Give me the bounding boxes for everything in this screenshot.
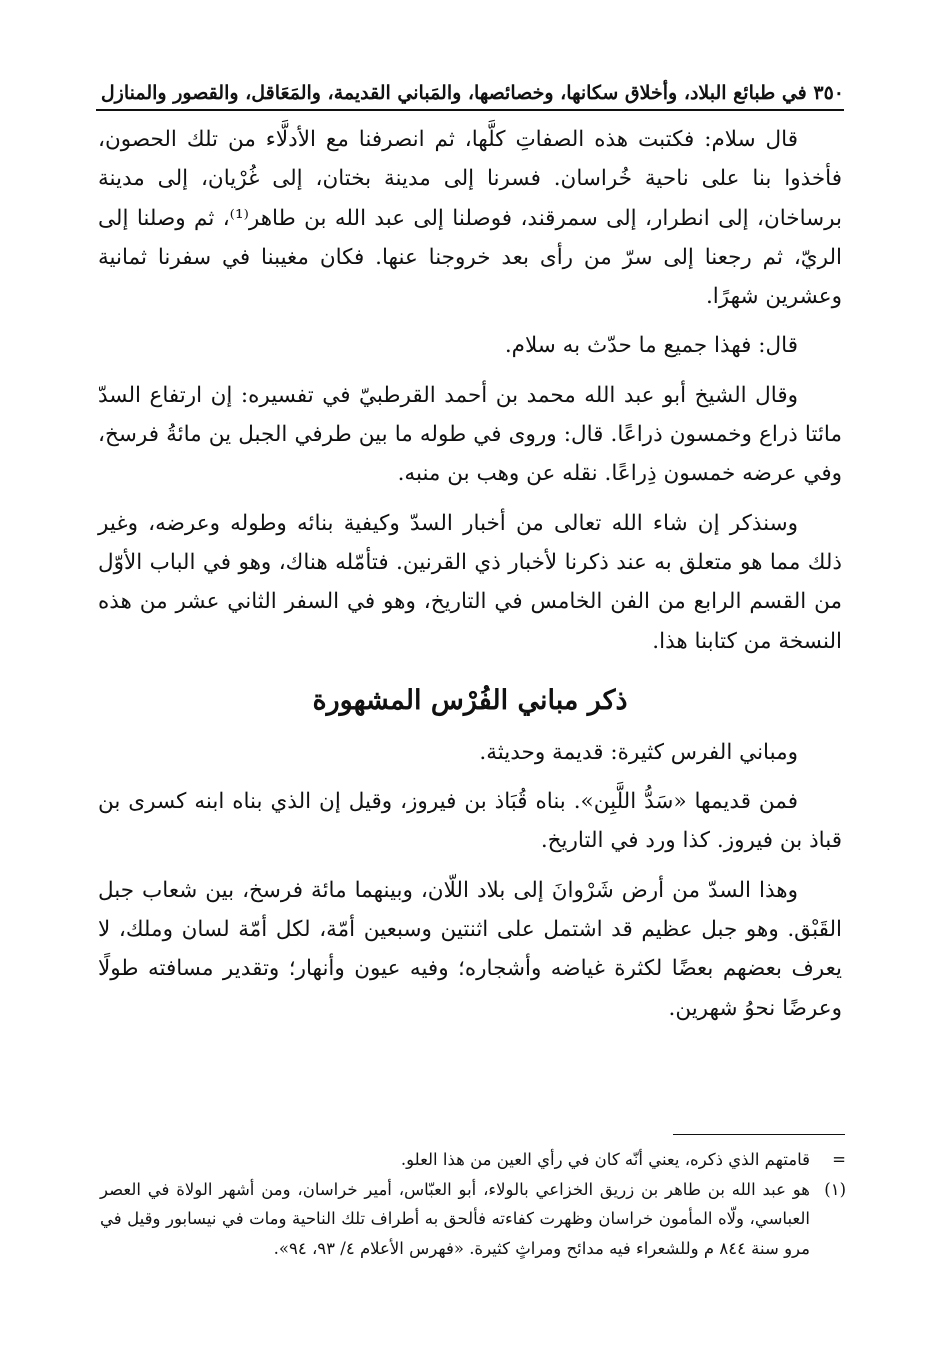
paragraph: وهذا السدّ من أرض شَرْوانَ إلى بلاد اللّان، وبينهما مائة فرسخ، بين شعاب جبل القَبْق. وهو جبل عظيم قد اشتمل على اثنتين وسبعين أمّة، لكل أمّة لسان وملك، لا يعرف بعضهم بعضًا لكثرة غياضه وأشجاره؛ وفيه عيون وأنهار؛ وتقدير مسافته طولًا وعرضًا نحوُ شهرين.: [98, 877, 842, 1021]
running-header: [96, 62, 844, 108]
footnote-divider: [673, 1134, 845, 1135]
footnote-text: هو عبد الله بن طاهر بن زريق الخزاعي بالولاء، أبو العبّاس، أمير خراسان، ومن أشهر الولاة في العصر العباسي، ولّاه المأمون خراسان وظهرت كفاءته فألحق به أطراف تلك الناحية ومات في نيسابور وقيل في مرو سنة ٨٤٤ م وللشعراء فيه مدائح ومراثٍ كثيرة. «فهرس الأعلام ٤/ ٩٣، ٩٤».: [100, 1179, 810, 1258]
paragraph: وسنذكر إن شاء الله تعالى من أخبار السدّ وكيفية بنائه وطوله وعرضه، وغير ذلك مما هو متعلق به عند ذكرنا لأخبار ذي القرنين. فتأمّله هناك، وهو في الباب الأوّل من القسم الرابع من الفن الخامس في التاريخ، وهو في السفر الثاني عشر من هذه النسخة من كتابنا هذا.: [98, 510, 842, 654]
running-header-title: ٣٥٠ في طبائع البلاد، وأخلاق سكانها، وخصائصها، والمَباني القديمة، والمَعَاقل، والقصور والمنازل: [100, 82, 844, 104]
paragraph: فمن قديمها «سَدُّ اللَّبِن». بناه قُبَاذ بن فيروز، وقيل إن الذي بناه ابنه كسرى بن قباذ بن فيروز. كذا ورد في التاريخ.: [98, 789, 842, 854]
section-heading: ذكر مباني الفُرْس المشهورة: [312, 684, 628, 716]
paragraph: وقال الشيخ أبو عبد الله محمد بن أحمد القرطبيّ في تفسيره: إن ارتفاع السدّ مائتا ذراع وخمسون ذراعًا. قال: وروى في طوله ما بين طرفي الجبل ين مائةُ فرسخ، وفي عرضه خمسون ذِراعًا. نقله عن وهب بن منبه.: [98, 382, 842, 487]
main-text: [98, 120, 842, 1038]
footnote: [100, 1175, 846, 1264]
paragraph: قال سلام: فكتبت هذه الصفاتِ كلَّها، ثم انصرفنا مع الأدلَّاء من تلك الحصون، فأخذوا بنا على ناحية خُراسان. فسرنا إلى مدينة بختان، إلى غُرْيان، إلى مدينة برساخان، إلى انطرار، إلى سمرقند، فوصلنا إلى عبد الله بن طاهر⁽¹⁾، ثم وصلنا إلى الريّ، ثم رجعنا إلى سرّ من رأى بعد خروجنا عنها. فكان مغيبنا في سفرنا ثمانية وعشرين شهرًا.: [98, 127, 842, 310]
footnote: [100, 1145, 846, 1175]
footnote-text: قامتهم الذي ذكره، يعني أنّه كان في رأي العين من هذا العلو.: [400, 1150, 810, 1169]
footnotes: [100, 1145, 846, 1263]
paragraph: قال: فهذا جميع ما حدّث به سلام.: [504, 333, 798, 359]
header-divider: [96, 109, 844, 111]
footnote-marker: =: [832, 1150, 846, 1169]
paragraph: ومباني الفرس كثيرة: قديمة وحديثة.: [479, 739, 798, 765]
footnote-marker: (١): [824, 1179, 846, 1199]
